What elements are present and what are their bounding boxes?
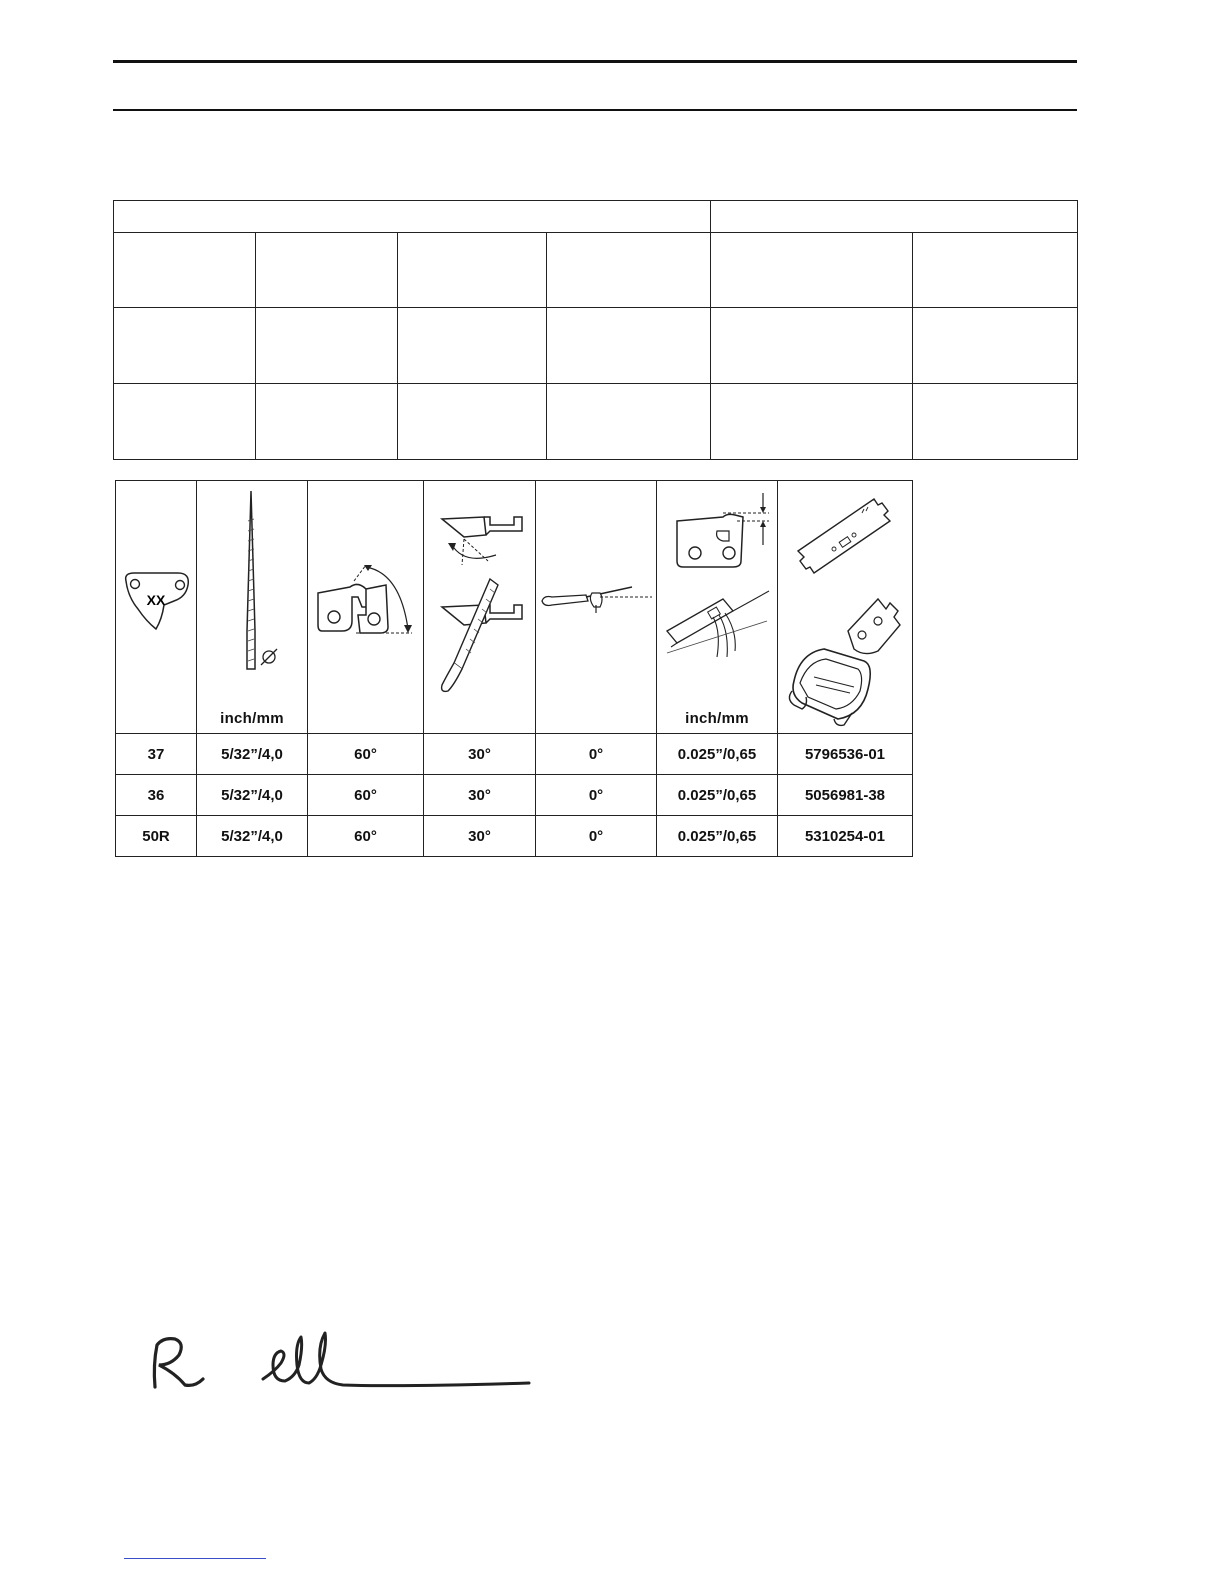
depth-cell: 0.025”/0,65 [657, 816, 778, 857]
spec-row [114, 384, 1078, 460]
file-gauge-cell [778, 481, 913, 734]
depth-cell: 0.025”/0,65 [657, 775, 778, 816]
spec-group-header-right [711, 201, 1078, 233]
top-plate-angle-cell [308, 481, 424, 734]
top-plate-angle-icon [308, 481, 424, 701]
spec-row [114, 308, 1078, 384]
chain-link-label: XX [146, 592, 166, 608]
sharpening-table [115, 480, 913, 857]
handwritten-signature [145, 1325, 535, 1395]
spec-group-header-left [114, 201, 711, 233]
file-angle-cell [424, 481, 536, 734]
file-size-cell: 5/32”/4,0 [197, 734, 308, 775]
chain-cell: 50R [116, 816, 197, 857]
specification-table [113, 200, 1078, 460]
file-angle-icon [424, 481, 536, 701]
spec-row [114, 233, 1078, 308]
spec-header-row [114, 201, 1078, 233]
illustration-row [116, 481, 913, 734]
round-file-icon [197, 481, 307, 701]
depth-gauge-cell [657, 481, 778, 734]
depth-gauge-icon [657, 481, 777, 701]
tilt-angle-cell [536, 481, 657, 734]
file-angle-value-cell: 30° [424, 816, 536, 857]
chain-link-xx-icon [116, 481, 196, 733]
tilt-cell: 0° [536, 734, 657, 775]
file-size-cell: 5/32”/4,0 [197, 816, 308, 857]
depth-cell: 0.025”/0,65 [657, 734, 778, 775]
chain-link-cell [116, 481, 197, 734]
chain-cell: 36 [116, 775, 197, 816]
footer-link-underline [124, 1558, 266, 1559]
tilt-angle-icon [536, 481, 656, 701]
file-size-cell: 5/32”/4,0 [197, 775, 308, 816]
top-plate-cell: 60° [308, 816, 424, 857]
tilt-cell: 0° [536, 775, 657, 816]
file-angle-value-cell: 30° [424, 775, 536, 816]
table-row [116, 734, 913, 775]
gauge-part-cell: 5796536-01 [778, 734, 913, 775]
top-plate-cell: 60° [308, 734, 424, 775]
table-row [116, 816, 913, 857]
gauge-part-cell: 5056981-38 [778, 775, 913, 816]
file-gauge-icon [778, 481, 912, 731]
table-row [116, 775, 913, 816]
file-angle-value-cell: 30° [424, 734, 536, 775]
file-unit-label: inch/mm [220, 710, 284, 727]
tilt-cell: 0° [536, 816, 657, 857]
header-rule-bottom [113, 109, 1077, 111]
gauge-part-cell: 5310254-01 [778, 816, 913, 857]
top-plate-cell: 60° [308, 775, 424, 816]
header-rule-top [113, 60, 1077, 63]
round-file-cell [197, 481, 308, 734]
depth-unit-label: inch/mm [685, 710, 749, 727]
chain-cell: 37 [116, 734, 197, 775]
